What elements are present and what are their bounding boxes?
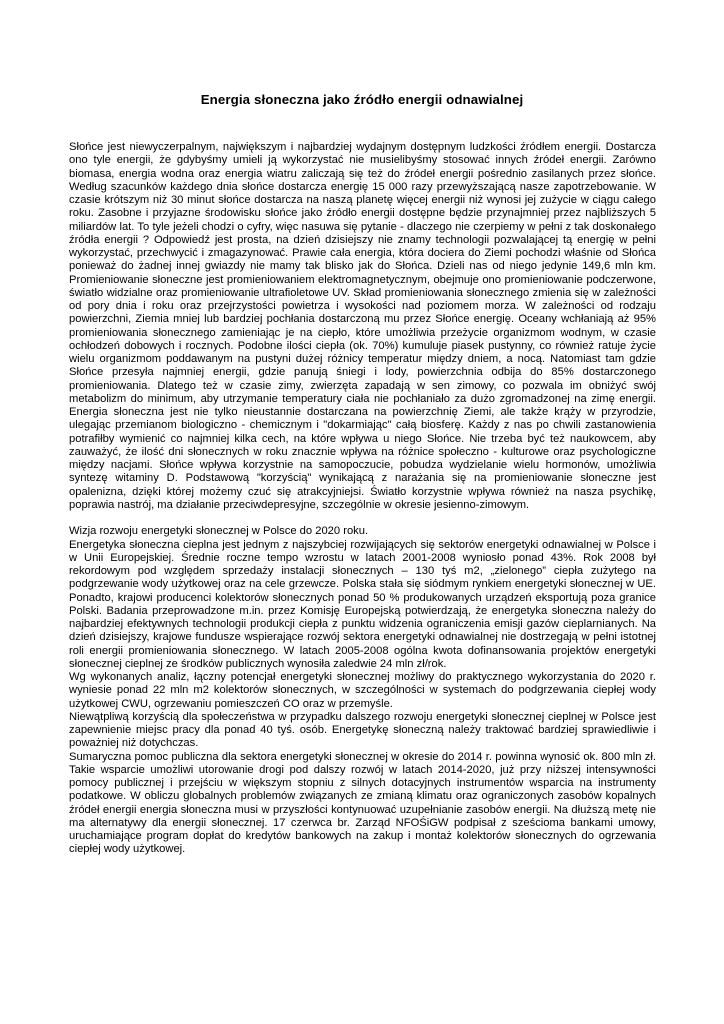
document-body xyxy=(69,141,656,857)
paragraph-solar-thermal-market: Energetyka słoneczna cieplna jest jednym z najszybciej rozwijających się sektorów energetyki odnawialnej w Polsce i w Unii Europejskiej. Średnie roczne tempo wzrostu w latach 2001-2008 wyniosło ponad 43%. Rok 2008 był rekordowym pod względem sprzedaży instalacji słonecznych – 130 tyś m2, „zielonego” ciepła zużytego na podgrzewanie wody użytkowej oraz na cele grzewcze. Polska stała się siódmym rynkiem energetyki słonecznej w UE. Ponadto, krajowi producenci kolektorów słonecznych ponad 50 % produkowanych urządzeń eksportują poza granice Polski. Badania przeprowadzone m.in. przez Komisję Europejską potwierdzają, że energetyka słoneczna należy do najbardziej efektywnych technologii produkcji ciepła z punktu widzenia ograniczenia emisji gazów cieplarnianych. Na dzień dzisiejszy, krajowe fundusze wspierające rozwój sektora energetyki odnawialnej nie dostrzegają w pełni istotnej roli energii promieniowania słonecznego. W latach 2005-2008 ogólna kwota dofinansowania projektów energetyki słonecznej cieplnej ze środków publicznych wynosiła zaledwie 24 mln zł/rok. xyxy=(69,538,656,670)
document-title: Energia słoneczna jako źródło energii odnawialnej xyxy=(200,92,524,107)
paragraph-potential-analysis: Wg wykonanych analiz, łączny potencjał energetyki słonecznej możliwy do praktycznego wykorzystania do 2020 r. wyniesie ponad 22 mln m2 kolektorów słonecznych, w szczególności w systemach do podgrzewania ciepłej wody użytkowej CWU, ogrzewaniu pomieszczeń CO oraz w przemyśle. xyxy=(69,671,656,710)
paragraph-jobs-benefit: Niewątpliwą korzyścią dla społeczeństwa w przypadku dalszego rozwoju energetyki słonecznej cieplnej w Polsce jest zapewnienie miejsc pracy dla ponad 40 tyś. osób. Energetykę słoneczną należy traktować bardziej sprawiedliwie i poważniej niż dotychczas. xyxy=(69,710,656,750)
section-heading-vision-2020: Wizja rozwoju energetyki słonecznej w Polsce do 2020 roku. xyxy=(69,525,369,538)
paragraph-solar-intro: Słońce jest niewyczerpalnym, największym i najbardziej wydajnym dostępnym ludzkości źródłem energii. Dostarcza ono tyle energii, że gdybyśmy umieli ją wykorzystać nie musielibyśmy stosować innych źródeł energii. Zarówno biomasa, energia wodna oraz energia wiatru zaliczają się też do źródeł energii pośrednio zasilanych przez słońce. Według szacunków każdego dnia słońce dostarcza energię 15 000 razy przewyższającą nasze zapotrzebowanie. W czasie krótszym niż 30 minut słońce dostarcza na naszą planetę więcej energii niż wynosi jej zużycie w ciągu całego roku. Zasobne i przyjazne środowisku słońce jako źródło energii dostępne będzie przynajmniej przez najbliższych 5 miliardów lat. To tyle jeżeli chodzi o cyfry, więc nasuwa się pytanie - dlaczego nie czerpiemy w pełni z tak doskonałego źródła energii ? Odpowiedź jest prosta, na dzień dzisiejszy nie znamy technologii pozwalającej tą energię w pełni wykorzystać, przechwycić i zmagazynować. Prawie cała energia, która dociera do Ziemi pochodzi właśnie od Słońca ponieważ do żadnej innej gwiazdy nie mamy tak blisko jak do Słońca. Dzieli nas od niego jedynie 149,6 mln km. Promieniowanie słoneczne jest promieniowaniem elektromagnetycznym, obejmuje ono promieniowanie podczerwone, światło widzialne oraz promieniowanie ultrafioletowe UV. Skład promieniowania słonecznego zmienia się w zależności od pory dnia i roku oraz przejrzystości powietrza i wysokości nad poziomem morza. W zależności od rodzaju powierzchni, Ziemia mniej lub bardziej pochłania dostarczoną mu przez Słońce energię. Oceany wchłaniają aż 95% promieniowania słonecznego zamieniając je na ciepło, które umożliwia przeżycie organizmom wodnym, w czasie ochłodzeń dobowych i rocznych. Podobne ilości ciepła (ok. 70%) kumuluje piasek pustynny, co również ratuje życie wielu organizmom poddawanym na pustyni dużej różnicy temperatur między dniem, a nocą. Natomiast tam gdzie Słońce przesyła najmniej energii, gdzie panują śniegi i lody, powierzchnia odbija do 85% dostarczonego promieniowania. Dlatego też w czasie zimy, zwierzęta zapadają w sen zimowy, co pozwala im obniżyć swój metabolizm do minimum, aby utrzymanie temperatury ciała nie pochłaniało za dużo zgromadzonej na zimę energii. Energia słoneczna jest nie tylko nieustannie dostarczana na powierzchnię Ziemi, ale także krąży w przyrodzie, ulegając przemianom biologiczno - chemicznym i "dokarmiając" całą biosferę. Każdy z nas po chwili zastanowienia potrafiłby wymienić co najmniej kilka cech, na które wpływa u niego Słońce. Nie trzeba być też naukowcem, aby zauważyć, że ilość dni słonecznych w roku znacznie wpływa na różnice społeczno - kulturowe oraz psychologiczne między nacjami. Słońce wpływa korzystnie na samopoczucie, pobudza wydzielanie wielu hormonów, umożliwia syntezę witaminy D. Podstawową "korzyścią" wynikającą z narażania się na promieniowanie słoneczne jest opalenizna, dzięki której możemy czuć się atrakcyjniejsi. Światło korzystnie wpływa również na nasza psychikę, poprawia nastrój, ma działanie przeciwdepresyjne, szczególnie w okresie jesienno-zimowym. xyxy=(69,141,656,511)
paragraph-public-support: Sumaryczna pomoc publiczna dla sektora energetyki słonecznej w okresie do 2014 r. powinna wynosić ok. 800 mln zł. Takie wsparcie umożliwi utorowanie drogi pod dalszy rozwój w latach 2014-2020, już przy niższej intensywności pomocy publicznej i przejściu w większym stopniu z silnych dotacyjnych instrumentów wsparcia na instrumenty podatkowe. W obliczu globalnych problemów związanych ze zmianą klimatu oraz ograniczonych zasobów kopalnych źródeł energii energia słoneczna musi w przyszłości kontynuować uzupełnianie zasobów energii. Na dłuższą metę nie ma alternatywy dla energii słonecznej. 17 czerwca br. Zarząd NFOŚiGW podpisał z sześcioma bankami umowy, uruchamiające program dopłat do kredytów bankowych na zakup i montaż kolektorów słonecznych do ogrzewania ciepłej wody użytkowej. xyxy=(69,750,656,856)
